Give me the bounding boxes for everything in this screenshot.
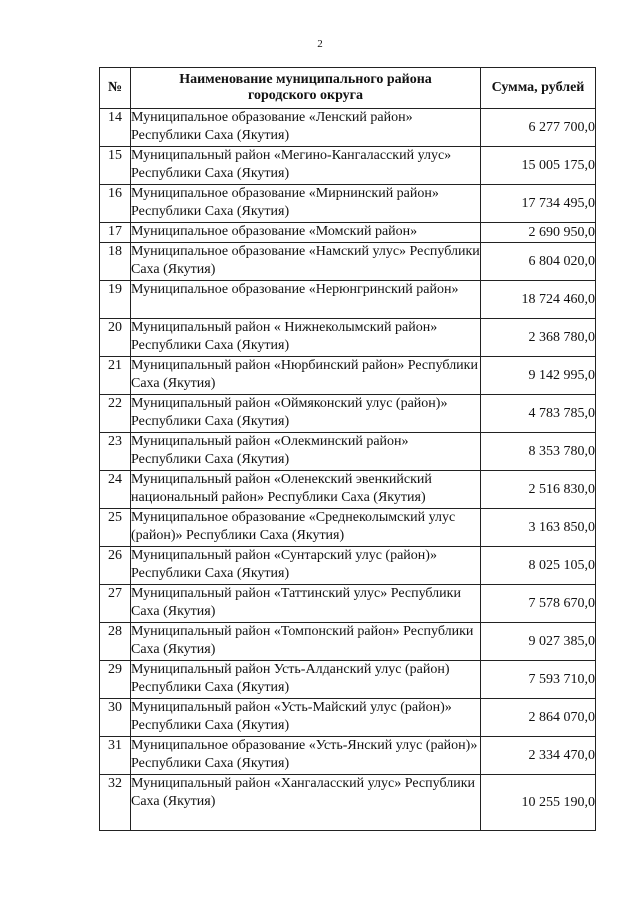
table-row	[100, 147, 596, 185]
row-sum: 17 734 495,0	[481, 185, 596, 223]
row-sum: 2 690 950,0	[481, 223, 596, 243]
row-sum: 4 783 785,0	[481, 395, 596, 433]
row-sum: 6 804 020,0	[481, 243, 596, 281]
row-number: 19	[100, 281, 131, 319]
row-sum: 9 142 995,0	[481, 357, 596, 395]
row-number: 20	[100, 319, 131, 357]
table-row	[100, 547, 596, 585]
row-sum: 18 724 460,0	[481, 281, 596, 319]
table-row	[100, 433, 596, 471]
row-name: Муниципальное образование «Мирнинский район» Республики Саха (Якутия)	[131, 185, 481, 223]
row-number: 21	[100, 357, 131, 395]
table-row	[100, 471, 596, 509]
row-number: 28	[100, 623, 131, 661]
table-row	[100, 699, 596, 737]
row-name: Муниципальное образование «Среднеколымский улус (район)» Республики Саха (Якутия)	[131, 509, 481, 547]
table-row	[100, 281, 596, 319]
row-sum: 10 255 190,0	[481, 775, 596, 831]
row-name: Муниципальный район «Усть-Майский улус (район)» Республики Саха (Якутия)	[131, 699, 481, 737]
row-name: Муниципальный район «Томпонский район» Республики Саха (Якутия)	[131, 623, 481, 661]
row-sum: 3 163 850,0	[481, 509, 596, 547]
header-name-line1: Наименование муниципального района	[179, 72, 432, 87]
row-name: Муниципальный район Усть-Алданский улус (район) Республики Саха (Якутия)	[131, 661, 481, 699]
row-number: 18	[100, 243, 131, 281]
table-row	[100, 737, 596, 775]
row-number: 31	[100, 737, 131, 775]
row-sum: 7 593 710,0	[481, 661, 596, 699]
table-row	[100, 357, 596, 395]
row-name: Муниципальный район «Мегино-Кангаласский улус» Республики Саха (Якутия)	[131, 147, 481, 185]
table-row	[100, 223, 596, 243]
table-header-row	[100, 68, 596, 109]
row-sum: 2 864 070,0	[481, 699, 596, 737]
table-row	[100, 509, 596, 547]
row-name: Муниципальный район «Оленекский эвенкийский национальный район» Республики Саха (Якутия)	[131, 471, 481, 509]
row-name: Муниципальный район «Хангаласский улус» Республики Саха (Якутия)	[131, 775, 481, 831]
table-row	[100, 185, 596, 223]
row-number: 15	[100, 147, 131, 185]
row-name: Муниципальный район « Нижнеколымский район» Республики Саха (Якутия)	[131, 319, 481, 357]
row-number: 23	[100, 433, 131, 471]
row-number: 17	[100, 223, 131, 243]
row-name: Муниципальный район «Сунтарский улус (район)» Республики Саха (Якутия)	[131, 547, 481, 585]
table-row	[100, 319, 596, 357]
row-number: 32	[100, 775, 131, 831]
row-name: Муниципальное образование «Ленский район» Республики Саха (Якутия)	[131, 109, 481, 147]
row-number: 26	[100, 547, 131, 585]
table-row	[100, 243, 596, 281]
row-number: 24	[100, 471, 131, 509]
row-number: 16	[100, 185, 131, 223]
table-row	[100, 109, 596, 147]
row-name: Муниципальный район «Таттинский улус» Республики Саха (Якутия)	[131, 585, 481, 623]
row-sum: 2 334 470,0	[481, 737, 596, 775]
table-row	[100, 661, 596, 699]
row-sum: 6 277 700,0	[481, 109, 596, 147]
row-name: Муниципальный район «Нюрбинский район» Республики Саха (Якутия)	[131, 357, 481, 395]
table-row	[100, 623, 596, 661]
row-name: Муниципальное образование «Нерюнгринский район»	[131, 281, 481, 319]
municipal-sums-table	[99, 67, 596, 831]
page-number: 2	[317, 38, 323, 50]
row-name: Муниципальное образование «Усть-Янский улус (район)» Республики Саха (Якутия)	[131, 737, 481, 775]
header-num: №	[100, 68, 131, 109]
header-name	[131, 68, 481, 109]
table-row	[100, 395, 596, 433]
row-number: 25	[100, 509, 131, 547]
row-name: Муниципальное образование «Намский улус» Республики Саха (Якутия)	[131, 243, 481, 281]
row-name: Муниципальное образование «Момский район»	[131, 223, 481, 243]
header-sum: Сумма, рублей	[481, 68, 596, 109]
row-sum: 8 353 780,0	[481, 433, 596, 471]
table-row	[100, 585, 596, 623]
row-sum: 15 005 175,0	[481, 147, 596, 185]
row-number: 29	[100, 661, 131, 699]
row-number: 14	[100, 109, 131, 147]
row-sum: 2 368 780,0	[481, 319, 596, 357]
header-name-line2: городского округа	[247, 88, 364, 103]
row-number: 27	[100, 585, 131, 623]
row-name: Муниципальный район «Олекминский район» Республики Саха (Якутия)	[131, 433, 481, 471]
row-sum: 9 027 385,0	[481, 623, 596, 661]
row-number: 22	[100, 395, 131, 433]
row-sum: 2 516 830,0	[481, 471, 596, 509]
row-name: Муниципальный район «Оймяконский улус (район)» Республики Саха (Якутия)	[131, 395, 481, 433]
row-number: 30	[100, 699, 131, 737]
row-sum: 8 025 105,0	[481, 547, 596, 585]
table-row	[100, 775, 596, 831]
row-sum: 7 578 670,0	[481, 585, 596, 623]
